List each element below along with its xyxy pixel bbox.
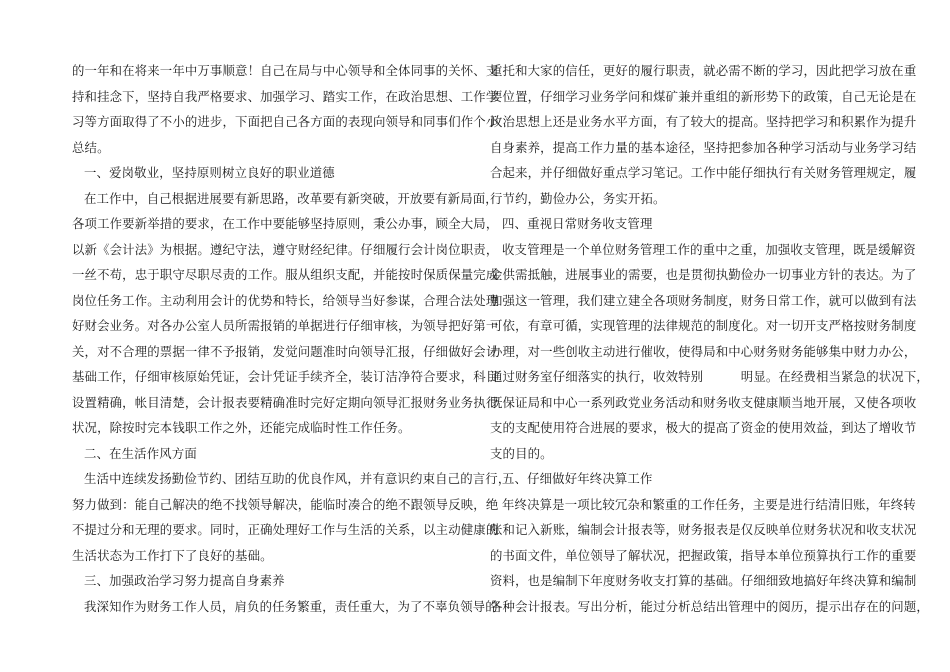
text-line: 二、在生活作风方面 (84, 445, 197, 461)
text-line: 在工作中，自己根据进展要有新思路，改革要有新突破，开放要有新局面， (84, 190, 498, 206)
text-line: 生活状态为工作打下了良好的基础。 (72, 547, 273, 563)
text-line: 不提过分和无理的要求。同时，正确处理好工作与生活的关系，以主动健康的 (72, 522, 499, 537)
text-line: 要位置，仔细学习业务学问和煤矿兼并重组的新形势下的政策，自己无论是在 (490, 88, 917, 104)
text-line: 以新《会计法》为根据。遵纪守法，遵守财经纪律。仔细履行会计岗位职责， (72, 241, 499, 257)
text-line: 支的支配使用符合进展的要求，极大的提高了资金的使用效益，到达了增收节 (490, 420, 917, 435)
text-line: 习等方面取得了不小的进步，下面把自己各方面的表现向领导和同事们作个小 (72, 114, 499, 129)
text-line: 年终决算是一项比较冗杂和繁重的工作任务，主要是进行结清旧账，年终转 (502, 496, 916, 512)
text-line: 好财会业务。对各办公室人员所需报销的单据进行仔细审核，为领导把好第一 (72, 318, 499, 333)
text-line: 通过财务室仔细落实的执行，收效特别 明显。在经费相当紧急的状况下， (490, 369, 929, 384)
text-line: 重托和大家的信任，更好的履行职责，就必需不断的学习，因此把学习放在重 (490, 63, 917, 78)
text-line: 政治思想上还是业务水平方面，有了较大的提高。坚持把学习和积累作为提升 (490, 114, 917, 129)
text-line: 的书面文件，单位领导了解状况，把握政策，指导本单位预算执行工作的重要 (490, 547, 917, 563)
text-line: 设置精确，帐目清楚，会计报表要精确准时完好定期向领导汇报财务业务执行 (72, 394, 499, 410)
text-line: 自身素养，提高工作力量的基本途径，坚持把参加各种学习活动与业务学习结 (490, 139, 917, 155)
text-line: 四、重视日常财务收支管理 (502, 216, 653, 231)
text-line: 关，对不合理的票据一律不予报销，发觉问题准时向领导汇报，仔细做好会计 (72, 343, 499, 359)
text-line: 既保证局和中心一系列政党业务活动和财务收支健康顺当地开展，又使各项收 (490, 394, 917, 410)
text-line: 资料，也是编制下年度财务收支打算的基础。仔细细致地搞好年终决算和编制 (490, 573, 917, 588)
text-line: 的一年和在将来一年中万事顺意！自己在局与中心领导和全体同事的关怀、支 (72, 63, 499, 78)
text-line: 行节约，勤俭办公，务实开拓。 (490, 190, 666, 206)
text-line: 一、爱岗敬业，坚持原则树立良好的职业道德 (84, 165, 335, 180)
text-line: 支的目的。 (490, 445, 553, 461)
text-line: 三、加强政治学习努力提高自身素养 (84, 573, 285, 588)
text-line: 账和记入新账，编制会计报表等，财务报表是仅反映单位财务状况和收支状况 (490, 522, 917, 537)
text-line: 基础工作，仔细审核原始凭证，会计凭证手续齐全，装订洁净符合要求，科目 (72, 369, 499, 384)
text-line: 各种会计报表。写出分析，能过分析总结出管理中的阅历，提示出存在的问题， (490, 598, 929, 614)
text-line: 持和挂念下，坚持自我严格要求、加强学习、踏实工作，在政治思想、工作学 (72, 88, 499, 104)
text-line: 努力做到：能自己解决的绝不找领导解决，能临时凑合的绝不跟领导反映，绝 (72, 496, 499, 512)
text-line: 金供需抵触，进展事业的需要，也是贯彻执勤俭办一切事业方针的表达。为了 (490, 267, 917, 282)
text-line: 生活中连续发扬勤俭节约、团结互助的优良作风，并有意识约束自己的言行， (84, 471, 511, 486)
text-line: 可依，有章可循，实现管理的法律规范的制度化。对一切开支严格按财务制度 (490, 318, 917, 333)
text-line: 各项工作要新举措的要求，在工作中要能够坚持原则，秉公办事，顾全大局， (72, 216, 499, 231)
right-text-column (490, 58, 929, 619)
text-line: 加强这一管理，我们建立建全各项财务制度，财务日常工作，就可以做到有法 (490, 292, 917, 308)
text-line: 收支管理是一个单位财务管理工作的重中之重，加强收支管理，既是缓解资 (502, 241, 916, 257)
text-line: 我深知作为财务工作人员，肩负的任务繁重，责任重大，为了不辜负领导的 (84, 598, 498, 614)
text-line: 一丝不苟，忠于职守尽职尽责的工作。服从组织支配，并能按时保质保量完成 (72, 267, 499, 282)
left-text-column (72, 58, 511, 619)
text-line: 总结。 (72, 139, 110, 155)
text-line: 五、仔细做好年终决算工作 (502, 471, 653, 486)
text-line: 办理，对一些创收主动进行催收，使得局和中心财务财务能够集中财力办公， (490, 343, 917, 359)
text-line: 岗位任务工作。主动利用会计的优势和特长，给领导当好参谋，合理合法处理 (72, 292, 499, 308)
text-line: 状况，除按时完本钱职工作之外，还能完成临时性工作任务。 (72, 420, 411, 435)
text-line: 合起来，并仔细做好重点学习笔记。工作中能仔细执行有关财务管理规定，履 (490, 165, 917, 180)
